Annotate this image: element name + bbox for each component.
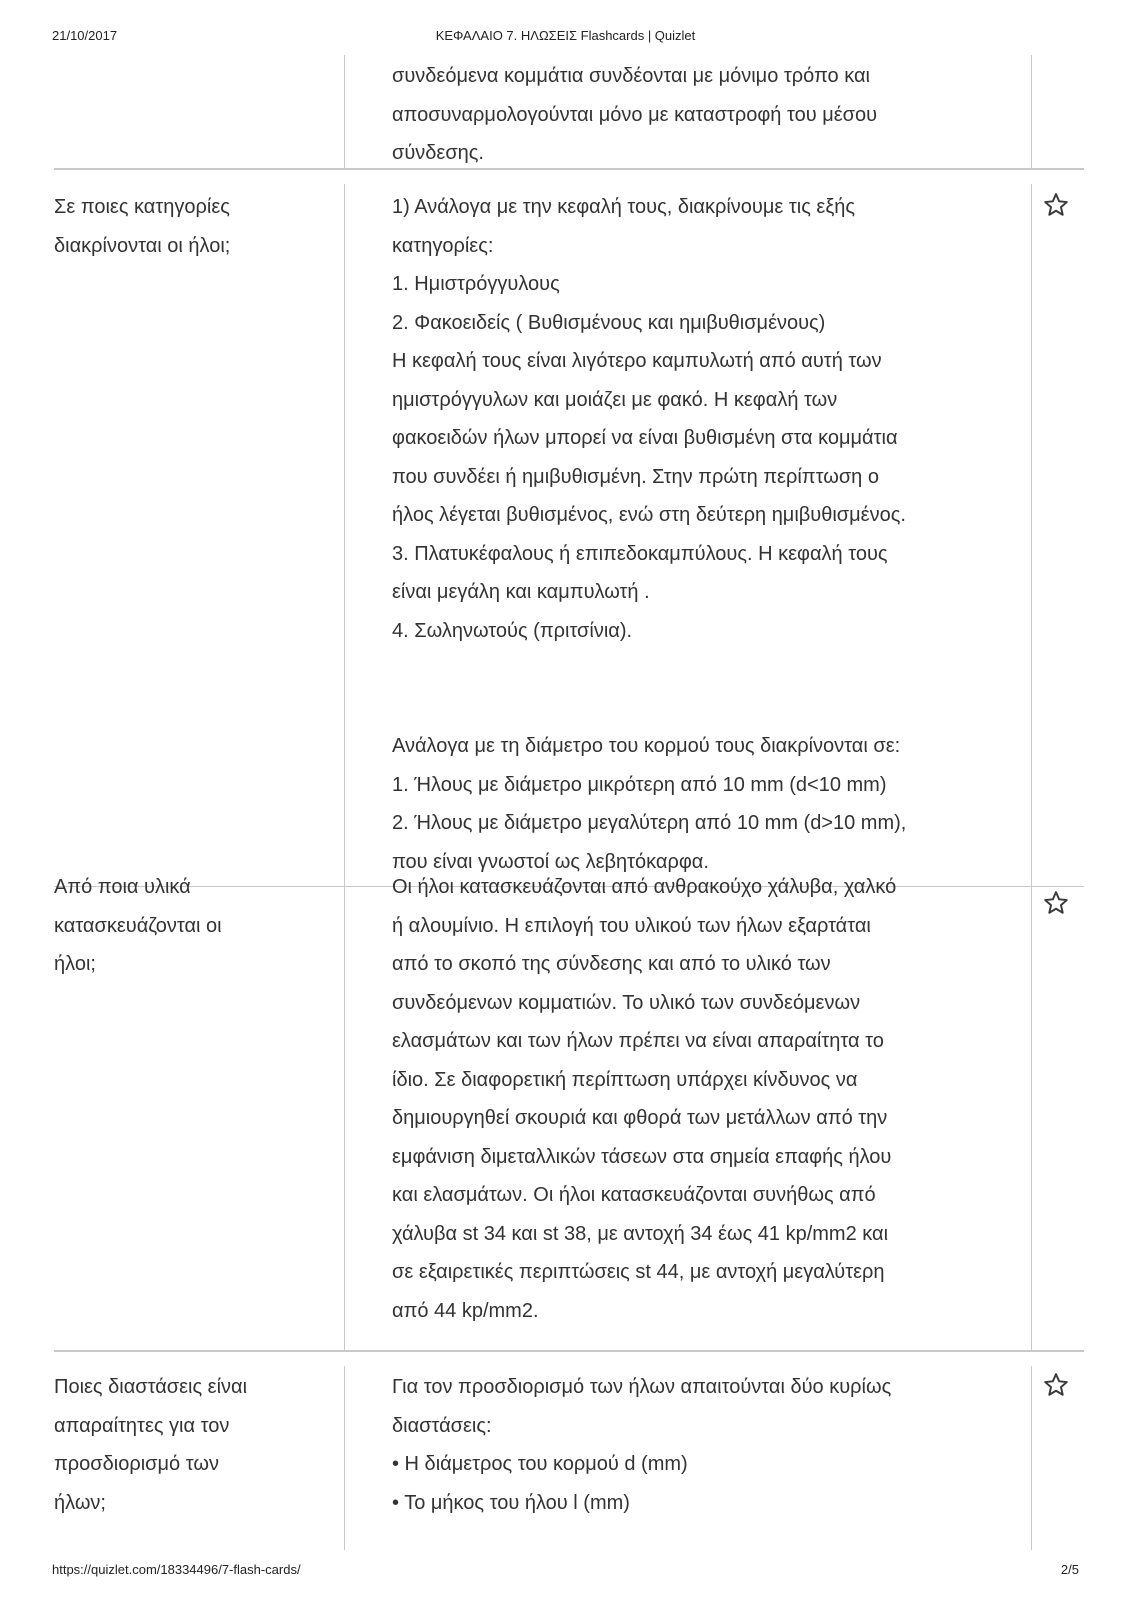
definition-line: χάλυβα st 34 και st 38, με αντοχή 34 έως 41 kp/mm2 και	[392, 1222, 889, 1245]
definition-line: 3. Πλατυκέφαλους ή επιπεδοκαμπύλους. Η κεφαλή τους	[392, 542, 888, 565]
definition-line: κατηγορίες:	[392, 234, 494, 257]
definition-line: 4. Σωληνωτούς (πριτσίνια).	[392, 619, 633, 642]
row-divider	[54, 1350, 1084, 1352]
definition-line: είναι μεγάλη και καμπυλωτή .	[392, 581, 650, 603]
column-divider-right-bottom	[1031, 1366, 1032, 1550]
definition-line: δημιουργηθεί σκουριά και φθορά των μετάλλων από την	[392, 1107, 888, 1129]
card-definition	[392, 188, 992, 881]
definition-line: από 44 kp/mm2.	[392, 1299, 539, 1322]
definition-line: που συνδέει ή ημιβυθισμένη. Στην πρώτη περίπτωση ο	[392, 465, 879, 488]
star-icon[interactable]	[1043, 192, 1069, 218]
term-line: ήλων;	[54, 1491, 106, 1514]
definition-line: 1. Ήλους με διάμετρο μικρότερη από 10 mm (d<10 mm)	[392, 773, 887, 796]
definition-line: και ελασμάτων. Οι ήλοι κατασκευάζονται συνήθως από	[392, 1184, 876, 1206]
definition-line: ημιστρόγγυλων και μοιάζει με φακό. Η κεφαλή των	[392, 388, 838, 411]
definition-line: • Το μήκος του ήλου l (mm)	[392, 1491, 630, 1514]
definition-line: Ανάλογα με τη διάμετρο του κορμού τους διακρίνονται σε:	[392, 735, 901, 757]
definition-line: ήλος λέγεται βυθισμένος, ενώ στη δεύτερη ημιβυθισμένος.	[392, 504, 906, 526]
definition-line: σε εξαιρετικές περιπτώσεις st 44, με αντοχή μεγαλύτερη	[392, 1261, 885, 1283]
star-icon[interactable]	[1043, 1372, 1069, 1398]
definition-line: συνδεόμενων κομματιών. Το υλικό των συνδεόμενων	[392, 991, 861, 1014]
column-divider-left-bottom	[344, 1366, 345, 1550]
definition-line: σύνδεσης.	[392, 142, 484, 164]
blank-line	[392, 689, 992, 728]
term-line: διακρίνονται οι ήλοι;	[54, 234, 231, 257]
column-divider-right	[1031, 184, 1032, 1350]
definition-line: από το σκοπό της σύνδεσης και από το υλικό των	[392, 953, 831, 975]
definition-line: • Η διάμετρος του κορμού d (mm)	[392, 1453, 688, 1475]
term-line: προσδιορισμό των	[54, 1453, 219, 1475]
column-divider-left-top	[344, 55, 345, 168]
blank-line	[392, 650, 992, 689]
definition-line: ή αλουμίνιο. Η επιλογή του υλικού των ήλων εξαρτάται	[392, 914, 871, 937]
definition-line: 2. Ήλους με διάμετρο μεγαλύτερη από 10 mm (d>10 mm),	[392, 812, 907, 834]
term-line: ήλοι;	[54, 953, 96, 975]
definition-line: ελασμάτων και των ήλων πρέπει να είναι απαραίτητα το	[392, 1030, 884, 1052]
definition-line: Για τον προσδιορισμό των ήλων απαιτούνται δύο κυρίως	[392, 1376, 892, 1398]
term-line: απαραίτητες για τον	[54, 1414, 230, 1437]
definition-line: Η κεφαλή τους είναι λιγότερο καμπυλωτή από αυτή των	[392, 350, 882, 372]
column-divider-right-top	[1031, 55, 1032, 168]
card-definition	[392, 57, 992, 173]
definition-line: συνδεόμενα κομμάτια συνδέονται με μόνιμο τρόπο και	[392, 65, 870, 87]
page-title: ΚΕΦΑΛΑΙΟ 7. ΗΛΩΣΕΙΣ Flashcards | Quizlet	[435, 28, 696, 43]
page-number: 2/5	[1060, 1562, 1079, 1577]
definition-line: 1) Ανάλογα με την κεφαλή τους, διακρίνουμε τις εξής	[392, 196, 856, 218]
term-line: κατασκευάζονται οι	[54, 914, 222, 937]
card-term	[54, 1368, 304, 1522]
card-term	[54, 188, 304, 265]
print-date: 21/10/2017	[52, 28, 118, 43]
term-line: Από ποια υλικά	[54, 876, 191, 898]
card-definition	[392, 868, 992, 1330]
definition-line: διαστάσεις:	[392, 1414, 492, 1437]
definition-line: Οι ήλοι κατασκευάζονται από ανθρακούχο χάλυβα, χαλκό	[392, 876, 897, 898]
definition-line: εμφάνιση διμεταλλικών τάσεων στα σημεία επαφής ήλου	[392, 1145, 892, 1168]
card-term	[54, 868, 304, 984]
column-divider-left	[344, 184, 345, 1350]
term-line: Ποιες διαστάσεις είναι	[54, 1376, 248, 1398]
page-url: https://quizlet.com/18334496/7-flash-cards/	[52, 1562, 301, 1577]
definition-line: 2. Φακοειδείς ( Βυθισμένους και ημιβυθισμένους)	[392, 311, 826, 334]
definition-line: φακοειδών ήλων μπορεί να είναι βυθισμένη στα κομμάτια	[392, 427, 898, 449]
star-icon[interactable]	[1043, 890, 1069, 916]
card-definition	[392, 1368, 992, 1522]
definition-line: 1. Ημιστρόγγυλους	[392, 273, 560, 295]
definition-line: αποσυναρμολογούνται μόνο με καταστροφή του μέσου	[392, 103, 878, 126]
definition-line: που είναι γνωστοί ως λεβητόκαρφα.	[392, 850, 709, 873]
term-line: Σε ποιες κατηγορίες	[54, 196, 230, 218]
definition-line: ίδιο. Σε διαφορετική περίπτωση υπάρχει κίνδυνος να	[392, 1068, 858, 1091]
